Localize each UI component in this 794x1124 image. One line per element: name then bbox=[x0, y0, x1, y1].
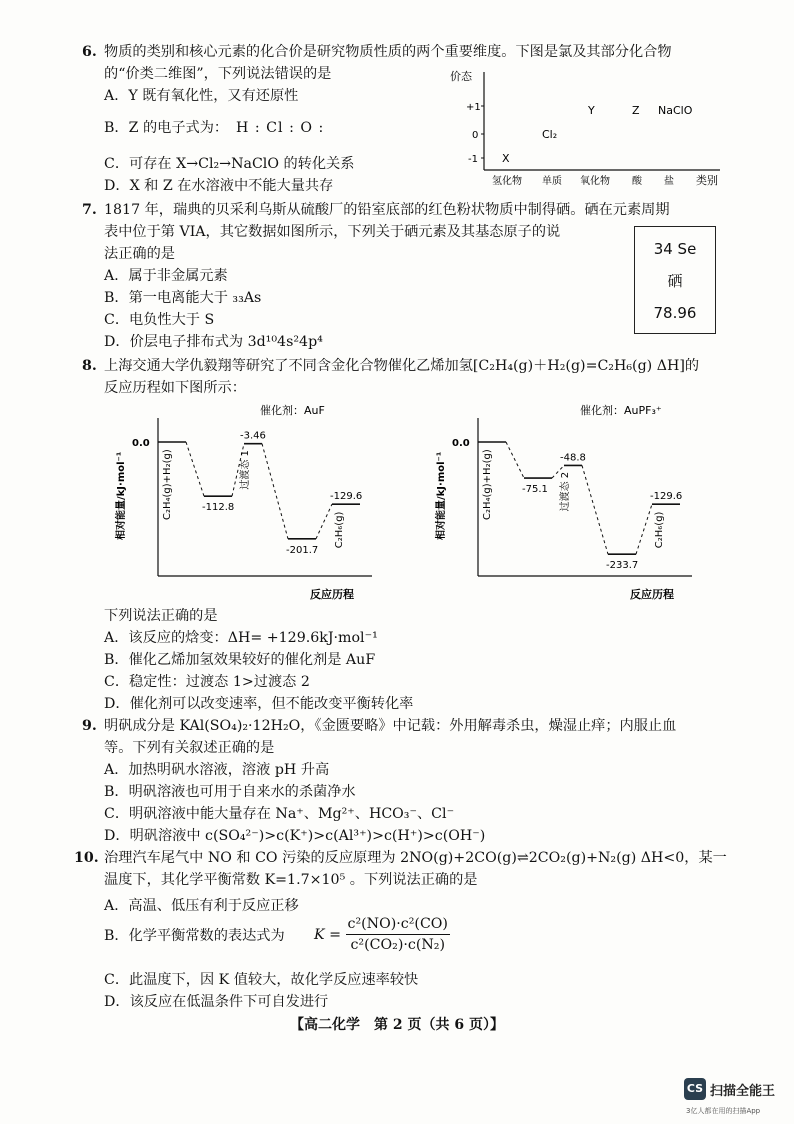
scanner-logo-icon: CS bbox=[684, 1078, 706, 1100]
energy-connector-4 bbox=[636, 504, 652, 554]
q10-option-b: B．化学平衡常数的表达式为 bbox=[104, 928, 285, 944]
point-z: Z bbox=[632, 104, 640, 117]
cat-hydride: 氢化物 bbox=[492, 176, 522, 187]
q10-option-d: D．该反应在低温条件下可自发进行 bbox=[104, 994, 329, 1010]
product-label: C₂H₆(g) bbox=[654, 511, 665, 549]
level-label-5: -129.6 bbox=[330, 491, 363, 503]
q8-option-d: D．催化剂可以改变速率，但不能改变平衡转化率 bbox=[104, 696, 414, 712]
selenium-element-card bbox=[634, 226, 716, 334]
q6-option-c: C．可存在 X→Cl₂→NaClO 的转化关系 bbox=[104, 156, 355, 172]
scanner-subtitle: 3亿人都在用的扫描App bbox=[686, 1107, 761, 1115]
reactant-label: C₂H₄(g)+H₂(g) bbox=[482, 449, 493, 520]
cat-salt: 盐 bbox=[664, 176, 674, 187]
q6-number: 6. bbox=[82, 44, 97, 60]
element-mass: 78.96 bbox=[653, 304, 697, 322]
k-denominator: c²(CO₂)·c(N₂) bbox=[350, 937, 445, 953]
point-x: X bbox=[502, 152, 510, 165]
energy-connector-3 bbox=[582, 465, 608, 554]
energy-profile-auf bbox=[110, 400, 380, 605]
y-axis-label: 相对能量/kJ·mol⁻¹ bbox=[116, 451, 127, 540]
level-label-3: -48.8 bbox=[560, 452, 586, 464]
k-fraction bbox=[346, 914, 450, 955]
q8-option-b: B．催化乙烯加氢效果较好的催化剂是 AuF bbox=[104, 652, 376, 668]
q10-number: 10. bbox=[74, 850, 99, 866]
energy-connector-3 bbox=[262, 444, 288, 539]
y-tick-plus1: +1 bbox=[466, 102, 481, 113]
k-expression bbox=[314, 914, 450, 955]
page-footer: 【高二化学 第 2 页（共 6 页）】 bbox=[290, 1017, 504, 1033]
q6-stem-line1: 物质的类别和核心元素的化合价是研究物质性质的两个重要维度。下图是氯及其部分化合物 bbox=[104, 44, 672, 60]
cat-acid: 酸 bbox=[632, 176, 642, 187]
product-label: C₂H₆(g) bbox=[334, 511, 345, 549]
q7-option-b: B．第一电离能大于 ₃₃As bbox=[104, 290, 262, 306]
chart-title: 催化剂：AuF bbox=[260, 404, 325, 417]
level-label-1: 0.0 bbox=[132, 438, 150, 449]
level-label-1: 0.0 bbox=[452, 438, 470, 449]
q7-stem-line3: 法正确的是 bbox=[104, 246, 175, 262]
q8-option-c: C．稳定性：过渡态 1>过渡态 2 bbox=[104, 674, 310, 690]
k-numerator: c²(NO)·c²(CO) bbox=[346, 914, 450, 935]
element-name: 硒 bbox=[667, 272, 683, 290]
level-label-3: -3.46 bbox=[240, 430, 266, 442]
y-axis-label: 相对能量/kJ·mol⁻¹ bbox=[436, 451, 447, 540]
q6-electron-formula: H : Cl : O : bbox=[236, 120, 325, 136]
transition-state-label: 过渡态 2 bbox=[560, 471, 571, 512]
x-axis-label: 反应历程 bbox=[310, 588, 354, 601]
q10-option-c: C．此温度下，因 K 值较大，故化学反应速率较快 bbox=[104, 972, 419, 988]
q8-question: 下列说法正确的是 bbox=[104, 608, 218, 624]
chart-title: 催化剂：AuPF₃⁺ bbox=[580, 404, 662, 417]
energy-profile-aupf3 bbox=[430, 400, 700, 605]
q9-option-c: C．明矾溶液中能大量存在 Na⁺、Mg²⁺、HCO₃⁻、Cl⁻ bbox=[104, 806, 455, 822]
q7-number: 7. bbox=[82, 202, 97, 218]
energy-connector-1 bbox=[186, 442, 204, 496]
valence-class-graph bbox=[448, 66, 728, 190]
point-y: Y bbox=[588, 104, 595, 117]
level-label-4: -233.7 bbox=[606, 560, 639, 572]
graph-x-label: 类别 bbox=[696, 174, 718, 187]
q6-option-a: A．Y 既有氧化性，又有还原性 bbox=[104, 88, 299, 104]
element-number-symbol: 34 Se bbox=[653, 240, 697, 258]
q7-stem-line2: 表中位于第 VIA，其它数据如图所示，下列关于硒元素及其基态原子的说 bbox=[104, 224, 561, 240]
q6-option-d: D．X 和 Z 在水溶液中不能大量共存 bbox=[104, 178, 334, 194]
q10-option-a: A．高温、低压有利于反应正移 bbox=[104, 898, 299, 914]
point-cl2: Cl₂ bbox=[542, 128, 558, 141]
q9-option-a: A．加热明矾水溶液，溶液 pH 升高 bbox=[104, 762, 330, 778]
q9-number: 9. bbox=[82, 718, 97, 734]
q8-stem-line2: 反应历程如下图所示： bbox=[104, 380, 246, 396]
x-axis-label: 反应历程 bbox=[630, 588, 674, 601]
scanner-name: 扫描全能王 bbox=[710, 1084, 776, 1099]
q7-option-c: C．电负性大于 S bbox=[104, 312, 215, 328]
q7-stem-line1: 1817 年，瑞典的贝采利乌斯从硫酸厂的铅室底部的红色粉状物质中制得硒。硒在元素周期 bbox=[104, 202, 670, 218]
cat-oxide: 氧化物 bbox=[580, 176, 610, 187]
level-label-2: -112.8 bbox=[202, 502, 235, 514]
cat-element: 单质 bbox=[542, 176, 562, 187]
q10-stem-line2: 温度下，其化学平衡常数 K=1.7×10⁵ 。下列说法正确的是 bbox=[104, 872, 478, 888]
level-label-4: -201.7 bbox=[286, 544, 319, 556]
transition-state-label: 过渡态 1 bbox=[240, 450, 251, 490]
point-naclo: NaClO bbox=[658, 104, 693, 117]
level-label-5: -129.6 bbox=[650, 491, 683, 503]
k-lhs: K = bbox=[314, 926, 341, 943]
graph-y-label: 价态 bbox=[450, 70, 472, 83]
q9-stem-line2: 等。下列有关叙述正确的是 bbox=[104, 740, 275, 756]
level-label-2: -75.1 bbox=[522, 484, 548, 496]
y-tick-0: 0 bbox=[472, 130, 479, 141]
reactant-label: C₂H₄(g)+H₂(g) bbox=[162, 449, 173, 520]
y-tick-minus1: -1 bbox=[468, 154, 478, 165]
q10-stem-line1: 治理汽车尾气中 NO 和 CO 污染的反应原理为 2NO(g)+2CO(g)⇌2CO₂(g)+N₂(g) ΔH<0，某一 bbox=[104, 850, 727, 866]
q8-number: 8. bbox=[82, 358, 97, 374]
q6-option-b: B．Z 的电子式为： bbox=[104, 120, 229, 136]
q6-stem-line2: 的“价类二维图”，下列说法错误的是 bbox=[104, 66, 332, 82]
q9-stem-line1: 明矾成分是 KAl(SO₄)₂·12H₂O，《金匮要略》中记载：外用解毒杀虫，燥湿止痒；内服止血 bbox=[104, 718, 677, 734]
q7-option-a: A．属于非金属元素 bbox=[104, 268, 228, 284]
energy-connector-4 bbox=[316, 504, 332, 539]
q8-option-a: A．该反应的焓变：ΔH= +129.6kJ·mol⁻¹ bbox=[104, 630, 378, 646]
q8-stem-line1: 上海交通大学仇毅翔等研究了不同含金化合物催化乙烯加氢[C₂H₄(g)＋H₂(g)=C₂H₆(g) ΔH]的 bbox=[104, 358, 700, 374]
q7-option-d: D．价层电子排布式为 3d¹⁰4s²4p⁴ bbox=[104, 334, 323, 350]
q9-option-b: B．明矾溶液也可用于自来水的杀菌净水 bbox=[104, 784, 356, 800]
energy-connector-1 bbox=[506, 442, 524, 478]
q9-option-d: D．明矾溶液中 c(SO₄²⁻)>c(K⁺)>c(Al³⁺)>c(H⁺)>c(OH⁻) bbox=[104, 828, 486, 844]
